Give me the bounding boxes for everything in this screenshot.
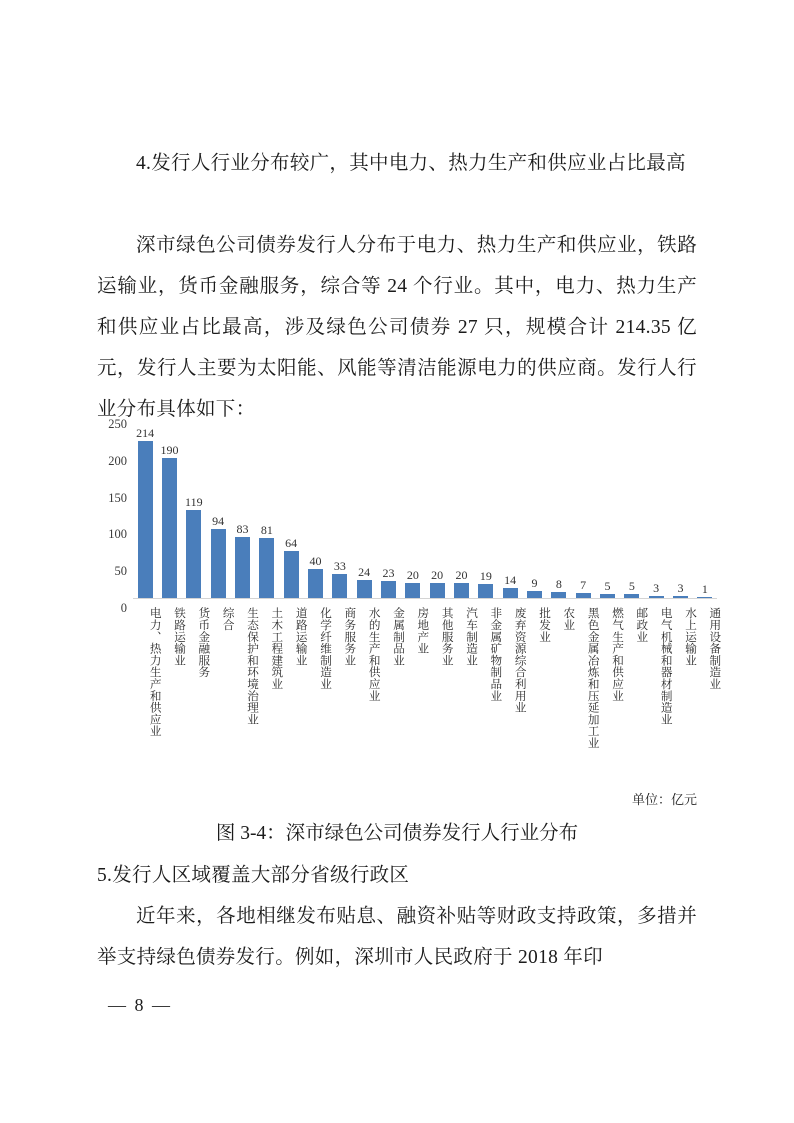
category-label: 废弃资源综合利用业	[513, 607, 527, 714]
bar-value-label: 40	[309, 553, 322, 568]
bar-slot	[279, 414, 303, 598]
bar-value-label: 3	[677, 580, 684, 595]
page-number: — 8 —	[108, 995, 172, 1015]
bar-slot	[498, 414, 522, 598]
y-axis-tick: 0	[120, 600, 127, 615]
y-axis-tick: 200	[108, 453, 127, 468]
bar-value-label: 81	[260, 523, 273, 538]
bar-slot	[133, 414, 157, 598]
bar	[138, 441, 153, 599]
category-label: 邮政业	[635, 607, 649, 643]
category-label: 货币金融服务	[197, 607, 211, 678]
bar-value-label: 8	[555, 577, 562, 592]
bar-value-label: 3	[653, 580, 660, 595]
category-label: 黑色金属冶炼和压延加工业	[586, 607, 600, 749]
bar-slot	[230, 414, 254, 598]
plot-region	[133, 414, 708, 599]
bar-value-label: 23	[382, 566, 395, 581]
bar	[162, 458, 177, 598]
category-label: 汽车制造业	[465, 607, 478, 666]
y-axis-tick: 100	[108, 527, 127, 542]
bar	[308, 569, 323, 598]
bar	[332, 574, 347, 598]
category-label: 道路运输业	[294, 607, 308, 666]
section-heading-4: 4.发行人行业分布较广，其中电力、热力生产和供应业占比最高	[136, 153, 686, 174]
category-label: 通用设备制造业	[708, 607, 722, 690]
paragraph-2: 近年来，各地相继发布贴息、融资补贴等财政支持政策，多措并举支持绿色债券发行。例如，深圳市人民政府于 2018 年印	[97, 906, 697, 968]
category-label: 水上运输业	[684, 607, 697, 666]
bar-value-label: 14	[504, 572, 517, 587]
bar	[478, 584, 493, 598]
category-label: 商务服务业	[343, 607, 357, 666]
category-label: 生态保护和环境治理业	[246, 607, 259, 725]
chart-plot-area	[97, 404, 708, 615]
paragraph-2-block	[97, 896, 697, 978]
category-label: 批发业	[538, 607, 551, 643]
bar-slot	[255, 414, 279, 598]
bar-slot	[571, 414, 595, 598]
category-label: 土木工程建筑业	[270, 607, 284, 690]
bar-value-label: 190	[160, 443, 179, 458]
bar	[259, 538, 274, 598]
bar-slot	[693, 414, 717, 598]
bar-value-label: 64	[285, 535, 298, 550]
bar	[527, 591, 542, 598]
bar-slot	[182, 414, 206, 598]
bar-value-label: 20	[406, 568, 419, 583]
bar-slot	[522, 414, 546, 598]
paragraph-1-block	[97, 225, 697, 430]
y-axis-tick: 150	[108, 490, 127, 505]
bar	[211, 529, 226, 598]
bar-series	[133, 414, 717, 598]
bar	[430, 583, 445, 598]
bar	[503, 588, 518, 598]
y-axis-tick: 250	[108, 416, 127, 431]
bar-value-label: 33	[333, 558, 346, 573]
bar-value-label: 1	[701, 581, 708, 596]
bar	[235, 537, 250, 598]
category-label: 其他服务业	[440, 607, 454, 666]
bar-value-label: 5	[604, 579, 611, 594]
category-label: 农业	[562, 607, 576, 631]
x-axis-line	[133, 598, 717, 599]
bar-value-label: 9	[531, 576, 538, 591]
category-label: 金属制品业	[392, 607, 405, 666]
bar-slot	[474, 414, 498, 598]
bar-value-label: 119	[185, 495, 203, 510]
bar-slot	[206, 414, 230, 598]
category-label: 铁路运输业	[173, 607, 186, 666]
chart-unit-note: 单位：亿元	[631, 792, 697, 807]
bar-value-label: 5	[628, 579, 635, 594]
category-label: 电气机械和器材制造业	[659, 607, 673, 725]
bar	[454, 583, 469, 598]
industry-distribution-chart	[97, 404, 722, 804]
category-label: 电力、热力生产和供应业	[148, 607, 162, 737]
bar-value-label: 19	[479, 569, 492, 584]
bar	[381, 581, 396, 598]
bar	[186, 510, 201, 598]
bar-value-label: 20	[431, 568, 444, 583]
bar-slot	[644, 414, 668, 598]
section-heading-5: 5.发行人区域覆盖大部分省级行政区	[97, 865, 410, 886]
category-label: 非金属矿物制品业	[489, 607, 503, 702]
figure-caption: 图 3-4：深市绿色公司债券发行人行业分布	[215, 823, 579, 844]
bar-value-label: 7	[580, 577, 587, 592]
x-axis-category-labels	[133, 607, 722, 787]
section-heading-5-block	[97, 855, 697, 896]
bar-value-label: 20	[455, 568, 468, 583]
bar-slot	[595, 414, 619, 598]
bar-slot	[668, 414, 692, 598]
category-label: 综合	[221, 607, 235, 631]
y-axis	[97, 414, 127, 615]
category-label: 燃气生产和供应业	[611, 607, 624, 702]
bar-value-label: 24	[358, 565, 371, 580]
y-axis-tick: 50	[114, 563, 127, 578]
bar	[405, 583, 420, 598]
bar-slot	[620, 414, 644, 598]
section-heading-4-block	[97, 143, 697, 184]
bar-value-label: 83	[236, 521, 249, 536]
bar	[357, 580, 372, 598]
bar	[284, 551, 299, 598]
bar-value-label: 214	[136, 425, 155, 440]
bar-value-label: 94	[212, 513, 225, 528]
paragraph-1: 深市绿色公司债券发行人分布于电力、热力生产和供应业，铁路运输业，货币金融服务，综合等 24 个行业。其中，电力、热力生产和供应业占比最高，涉及绿色公司债券 27 只，规模合计 214.35 亿元，发行人主要为太阳能、风能等清洁能源电力的供应商。发行人行业分布具体如下：	[97, 235, 697, 420]
category-label: 化学纤维制造业	[319, 607, 332, 690]
bar-slot	[547, 414, 571, 598]
category-label: 水的生产和供应业	[367, 607, 381, 702]
category-label: 房地产业	[416, 607, 430, 655]
